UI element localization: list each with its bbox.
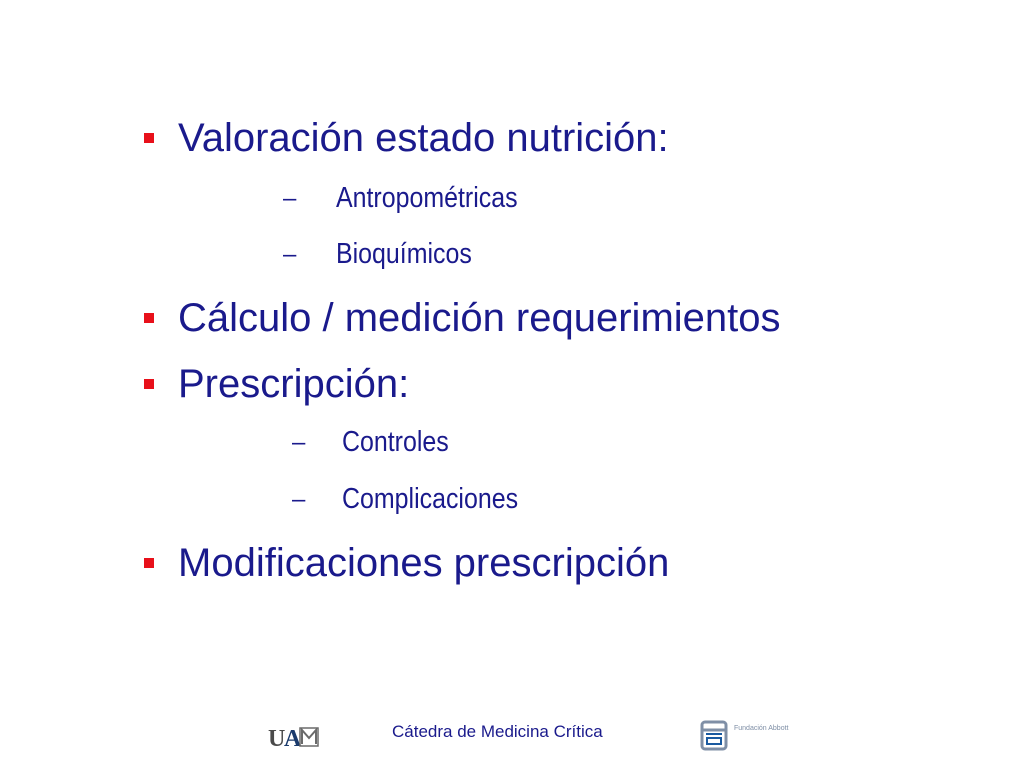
bullet-text: Valoración estado nutrición: — [178, 116, 669, 160]
sub-item-text: Complicaciones — [342, 483, 519, 515]
dash-icon: – — [283, 184, 297, 212]
dash-icon: – — [283, 240, 297, 268]
bullet-square-icon — [144, 313, 154, 323]
svg-text:A: A — [284, 726, 302, 750]
bullet-square-icon — [144, 133, 154, 143]
sub-item-text: Bioquímicos — [336, 238, 472, 270]
sub-item — [292, 485, 547, 514]
sub-item-text: Controles — [342, 426, 449, 458]
bullet-item — [144, 298, 781, 338]
svg-text:Fundación Abbott: Fundación Abbott — [734, 725, 789, 732]
sub-item — [283, 184, 547, 213]
bullet-square-icon — [144, 558, 154, 568]
abbott-logo — [700, 720, 800, 752]
footer-title: Cátedra de Medicina Crítica — [392, 722, 603, 741]
sub-item — [283, 240, 494, 269]
sub-item-text: Antropométricas — [336, 182, 518, 214]
uam-logo — [268, 722, 320, 750]
bullet-item — [144, 364, 409, 404]
svg-text:U: U — [268, 726, 286, 750]
dash-icon: – — [292, 428, 306, 456]
bullet-item — [144, 543, 669, 583]
dash-icon: – — [292, 485, 306, 513]
bullet-text: Cálculo / medición requerimientos — [178, 296, 781, 340]
bullet-item — [144, 118, 669, 158]
bullet-text: Modificaciones prescripción — [178, 541, 670, 585]
bullet-square-icon — [144, 379, 154, 389]
sub-item — [292, 428, 466, 457]
bullet-text: Prescripción: — [178, 362, 410, 406]
